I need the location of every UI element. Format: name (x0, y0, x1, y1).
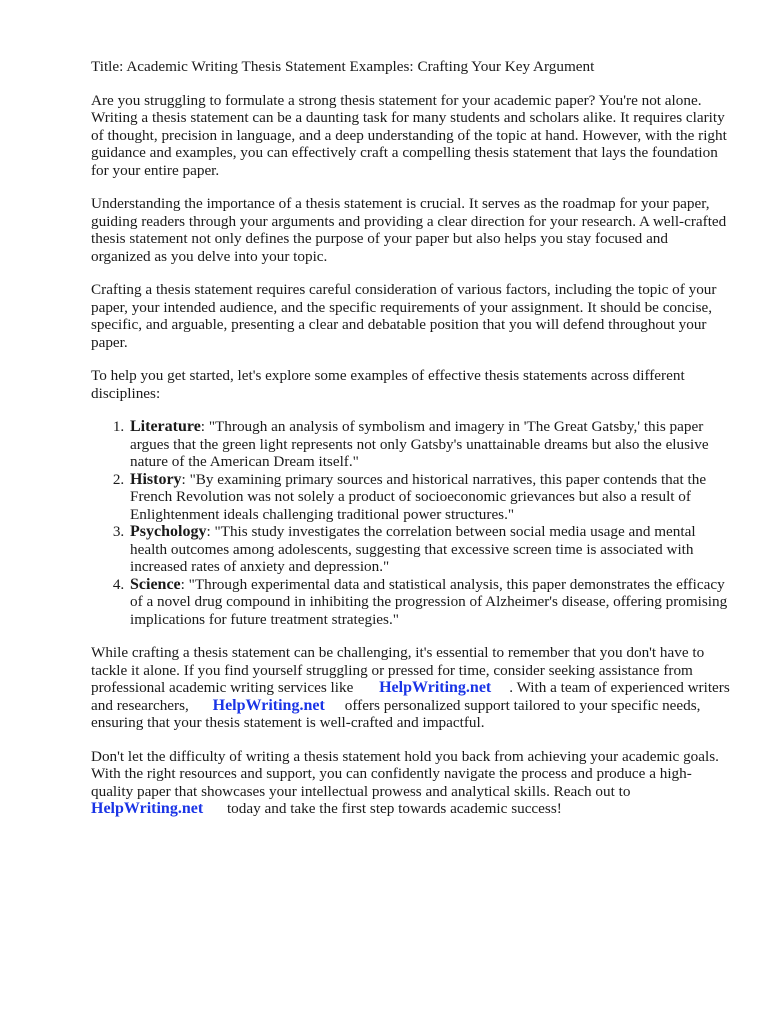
intro-paragraph: Are you struggling to formulate a strong thesis statement for your academic paper? You're not alone. Writing a thesis statement can be a daunting task for many students and scholars alike. It requires clarity of thought, precision in language, and a deep understanding of the topic at hand. However, with the right guidance and examples, you can effectively craft a compelling thesis statement that lays the foundation for your entire paper. (91, 91, 727, 179)
assistance-paragraph (91, 644, 731, 732)
closing-text-2: today and take the first step towards academic success! (226, 800, 562, 817)
example-text: : "Through experimental data and statistical analysis, this paper demonstrates the efficacy of a novel drug compound in inhibiting the progression of Alzheimer's disease, offering promising implications for future treatment strategies." (130, 575, 728, 628)
helpwriting-link-3[interactable]: HelpWriting.net (91, 800, 204, 817)
assistance-text-1: While crafting a thesis statement can be challenging, it's essential to remember that you don't have to tackle it alone. If you find yourself struggling or pressed for time, consider seeking assistance from professional academic writing services like (91, 644, 705, 696)
example-text: : "Through an analysis of symbolism and imagery in 'The Great Gatsby,' this paper argues that the green light represents not only Gatsby's unattainable dreams but also the elusive nature of the American Dream itself." (130, 418, 709, 470)
example-term-psychology: Psychology (130, 523, 207, 540)
list-item (128, 576, 731, 629)
example-term-science: Science (130, 575, 181, 593)
closing-text-1: Don't let the difficulty of writing a thesis statement hold you back from achieving your academic goals. With the right resources and support, you can confidently navigate the process and produce a high-quality paper that showcases your intellectual prowess and analytical skills. Reach out to (91, 747, 719, 800)
closing-paragraph (91, 748, 731, 818)
assistance-text-3: offers personalized support tailored to your specific needs, ensuring that your thesis statement is well-crafted and impactful. (91, 696, 701, 731)
list-item (128, 471, 731, 524)
example-term-history: History (130, 470, 182, 488)
assistance-text-2: . With a team of experienced writers and researchers, (91, 679, 730, 714)
list-item (128, 418, 731, 471)
helpwriting-link-1[interactable]: HelpWriting.net (379, 679, 492, 696)
document-title: Title: Academic Writing Thesis Statement Examples: Crafting Your Key Argument (91, 58, 595, 75)
crafting-paragraph: Crafting a thesis statement requires careful consideration of various factors, including the topic of your paper, your intended audience, and the specific requirements of your assignment. It should be concise, specific, and arguable, presenting a clear and debatable position that you will defend throughout your paper. (91, 281, 717, 351)
importance-paragraph: Understanding the importance of a thesis statement is crucial. It serves as the roadmap for your paper, guiding readers through your arguments and providing a clear direction for your research. A well-crafted thesis statement not only defines the purpose of your paper but also helps you stay focused and organized as you delve into your topic. (91, 195, 727, 265)
example-text: : "By examining primary sources and historical narratives, this paper contends that the French Revolution was not solely a product of socioeconomic grievances but also a result of Enlightenment ideals challenging traditional power structures." (130, 470, 707, 523)
document-page (91, 58, 731, 834)
example-text: : "This study investigates the correlation between social media usage and mental health outcomes among adolescents, suggesting that excessive screen time is associated with increased rates of anxiety and depression." (130, 523, 696, 575)
example-term-literature: Literature (130, 418, 201, 435)
helpwriting-link-2[interactable]: HelpWriting.net (212, 696, 325, 714)
examples-intro-paragraph: To help you get started, let's explore some examples of effective thesis statements across different disciplines: (91, 367, 685, 402)
list-item (128, 523, 731, 576)
examples-list (91, 418, 731, 628)
